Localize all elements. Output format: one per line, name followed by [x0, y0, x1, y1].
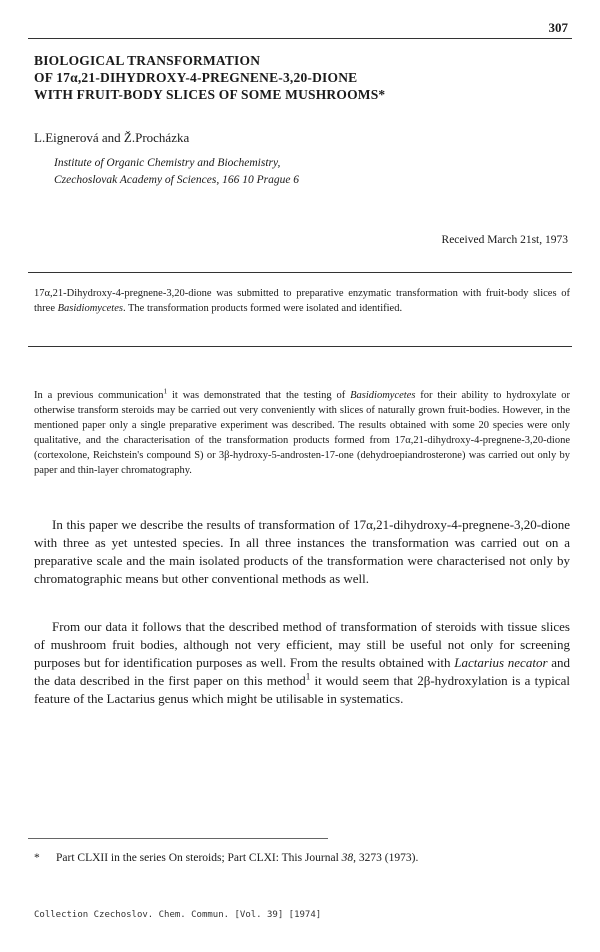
intro-italic: Basidiomycetes: [350, 390, 416, 401]
title-line: OF 17α,21-DIHYDROXY-4-PREGNENE-3,20-DIONE: [34, 70, 358, 85]
author-1: L.Eignerová: [34, 130, 99, 145]
page-number: 307: [548, 20, 568, 35]
abstract-bottom-rule: [28, 346, 572, 347]
author-conjunction: and: [98, 130, 124, 145]
journal-footer: Collection Czechoslov. Chem. Commun. [Vol. 39] [1974]: [34, 910, 322, 920]
footnote-rule: [28, 838, 328, 839]
footnote-text: , 3273 (1973).: [353, 852, 419, 864]
footnote-text: Part CLXII in the series On steroids; Part CLXI: This Journal: [56, 852, 342, 864]
para2-text: and the data described in the first paper on this method: [34, 655, 570, 688]
intro-text: In a previous communication: [34, 390, 164, 401]
affiliation: [54, 155, 299, 189]
para2-text: From our data it follows that the described method of transformation of steroids with tissue slices of mushroom fruit bodies, although not very efficient, may still be useful not only for screening purposes but for identification purposes as well. From the results obtained with: [34, 619, 570, 670]
species-name: Lactarius necator: [454, 655, 548, 670]
body-paragraph-2: [34, 618, 570, 708]
intro-text: for their ability to hydroxylate or otherwise transform steroids may be carried out very conveniently with slices of naturally grown fruit-bodies. However, in the mentioned paper only a single preparative experiment was described. The results obtained with some 20 species were only qualitative, and the characterisation of the transformation products formed from 17α,21-dihydroxy-4-pregnene-3,20-dione (cortexolone, Reichstein's compound S) or 3β-hydroxy-5-androsten-17-one (dehydroepiandrosterone) was carried out only by paper and thin-layer chromatography.: [34, 390, 571, 476]
abstract-top-rule: [28, 272, 572, 273]
affiliation-line: Czechoslovak Academy of Sciences, 166 10 Prague 6: [54, 174, 300, 186]
title-line: BIOLOGICAL TRANSFORMATION: [34, 53, 261, 68]
header-rule: [28, 38, 572, 39]
intro-text: it was demonstrated that the testing of: [167, 390, 351, 401]
para2-text: it would seem that 2β-hydroxylation is a typical feature of the Lactarius genus which might be utilisable in systematics.: [34, 673, 570, 706]
footnote-volume: 38: [341, 852, 354, 864]
abstract-text: . The transformation products formed were isolated and identified.: [122, 303, 403, 314]
authors: [34, 130, 189, 146]
footnote: [34, 852, 418, 864]
intro-paragraph: [34, 388, 570, 478]
title-line: WITH FRUIT-BODY SLICES OF SOME MUSHROOMS*: [34, 87, 386, 102]
abstract-italic: Basidiomycetes: [57, 303, 123, 314]
reference-marker: 1: [305, 671, 311, 682]
abstract-text: 17α,21-Dihydroxy-4-pregnene-3,20-dione was submitted to preparative enzymatic transformation with fruit-body slices of three: [34, 288, 570, 314]
reference-marker: 1: [163, 386, 168, 396]
author-2: Ž.Procházka: [123, 130, 190, 145]
abstract: [34, 286, 570, 316]
received-date: Received March 21st, 1973: [441, 234, 568, 246]
footnote-marker: *: [34, 852, 40, 864]
body-paragraph-1: In this paper we describe the results of transformation of 17α,21-dihydroxy-4-pregnene-3,20-dione with three as yet untested species. In all three instances the transformation was carried out on a preparative scale and the main isolated products of the transformation were characterised not only by chromatographic means but other conventional methods as well.: [34, 517, 570, 586]
article-title: [34, 52, 570, 103]
affiliation-line: Institute of Organic Chemistry and Biochemistry,: [54, 157, 281, 169]
